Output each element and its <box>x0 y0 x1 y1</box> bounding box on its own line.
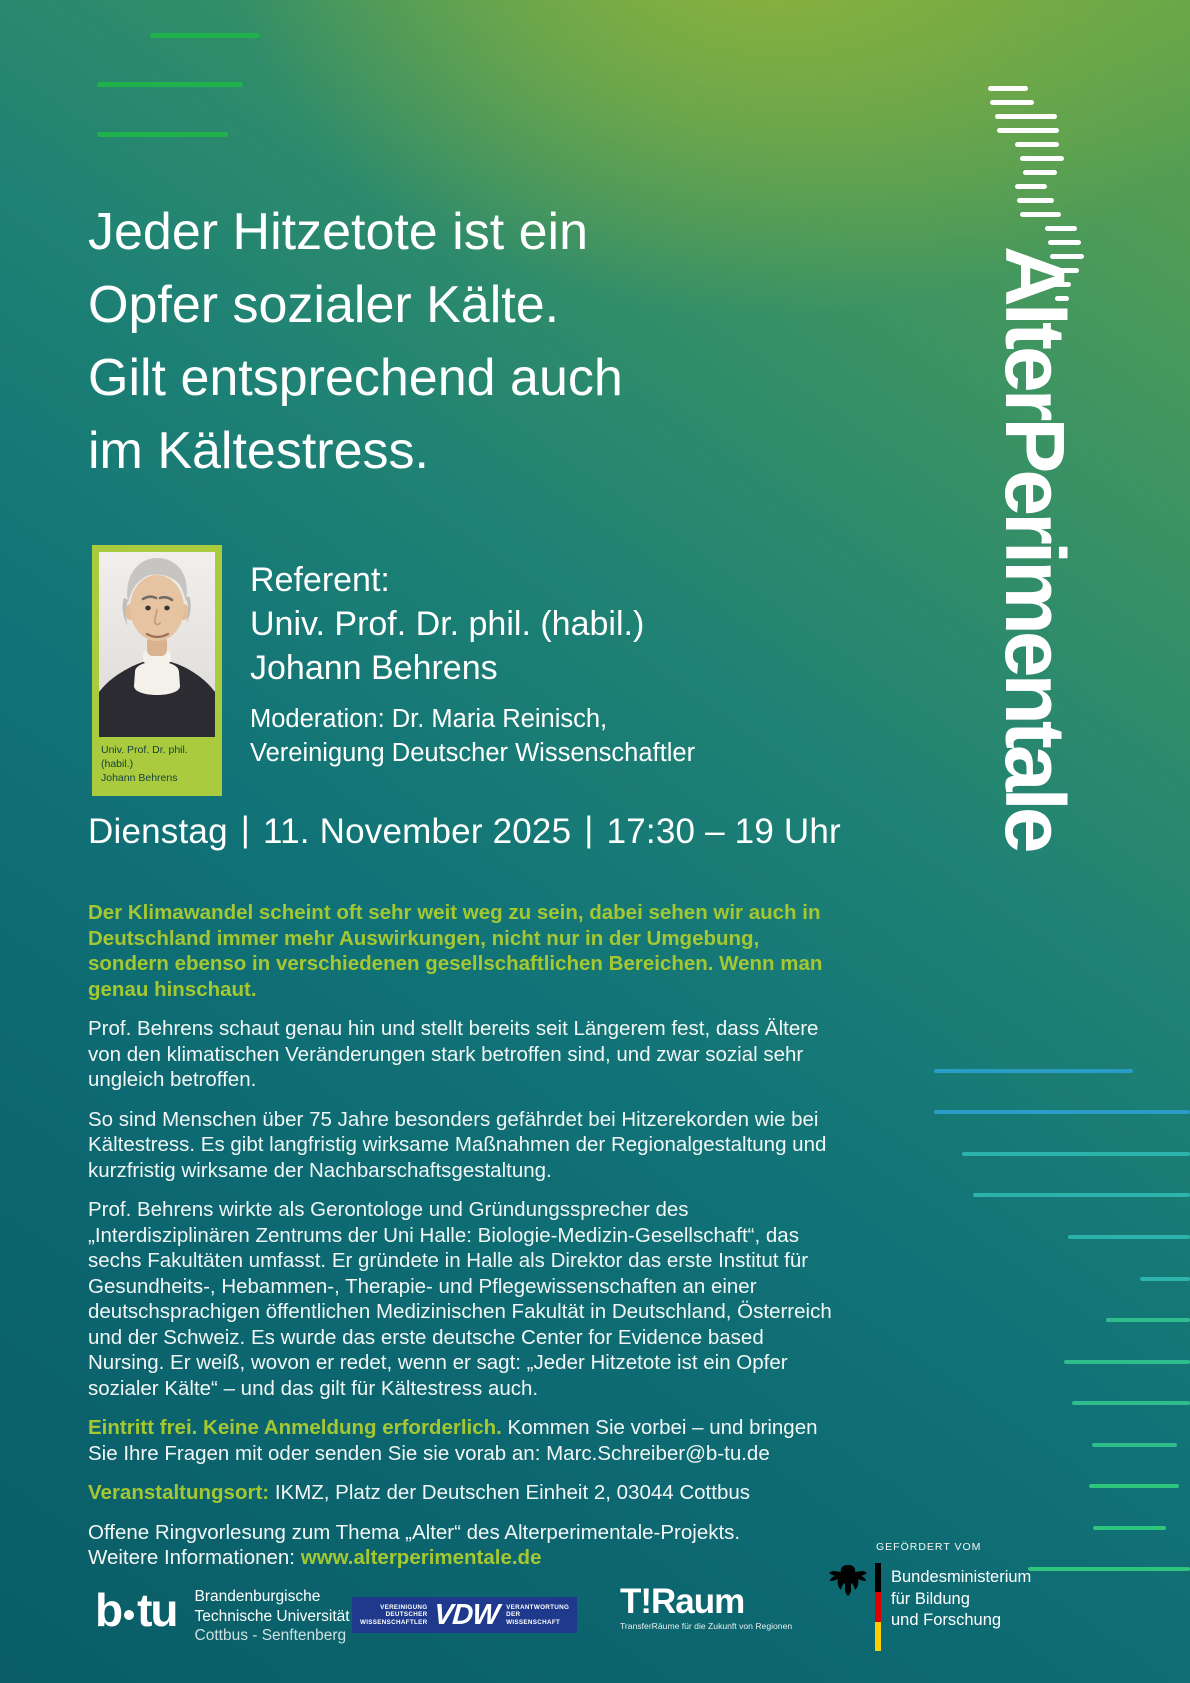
federal-eagle-icon <box>828 1563 868 1597</box>
referent-name-line: Johann Behrens <box>250 649 498 687</box>
decor-line <box>1140 1277 1190 1281</box>
bmbf-name-line: für Bildung <box>891 1589 970 1608</box>
btu-logo-b: b <box>95 1584 122 1636</box>
venue-label: Veranstaltungsort: <box>88 1481 270 1504</box>
brand-vertical-title: AlterPerimentale <box>988 246 1082 850</box>
vdw-left-line: VEREINIGUNG <box>380 1603 428 1611</box>
traum-tagline: TransferRäume für die Zukunft von Regionen <box>620 1621 793 1631</box>
more-info-line <box>88 1545 840 1571</box>
btu-logo-tu: tu <box>137 1584 177 1636</box>
lecture-series-line: Offene Ringvorlesung zum Thema „Alter“ des Alterperimentale-Projekts. <box>88 1520 741 1544</box>
event-date: 11. November 2025 <box>263 812 572 851</box>
venue-value: IKMZ, Platz der Deutschen Einheit 2, 03044 Cottbus <box>274 1481 751 1504</box>
headline-line: Gilt entsprechend auch <box>88 349 623 407</box>
admission-email-link[interactable]: Marc.Schreiber@b-tu.de <box>546 1441 770 1465</box>
bmbf-ministry-name <box>891 1563 1031 1632</box>
more-info-label: Weitere Informationen: <box>88 1546 296 1569</box>
btu-logo <box>95 1584 177 1636</box>
website-link[interactable]: www.alterperimentale.de <box>300 1546 542 1569</box>
bmbf-logo <box>828 1563 1031 1651</box>
decor-dash <box>97 82 243 87</box>
separator: | <box>584 810 594 849</box>
btu-name-line: Technische Universität <box>194 1607 350 1625</box>
vdw-right-text <box>506 1604 569 1626</box>
vdw-right-line: DER <box>506 1611 521 1619</box>
admission-highlight: Eintritt frei. Keine Anmeldung erforderlich. <box>88 1416 502 1439</box>
funded-by-label: GEFÖRDERT VOM <box>876 1541 982 1553</box>
paragraph: Prof. Behrens wirkte als Gerontologe und Gründungssprecher des „Interdisziplinären Zentrums der Uni Halle: Biologie-Medizin-Gesellschaft“, das sechs Fakultäten umfasst. Er gründete in Halle als Direktor das erste Institut für Gesundheits-, Hebammen-, Therapie- und Pflegewissenschaften an einer deutschsprachigen öffentlichen Medizinischen Fakultät in Deutschland, Österreich und der Schweiz. Es wurde das erste deutsche Center for Evidence based Nursing. Er weiß, wovon er redet, wenn er sagt: „Jeder Hitzetote ist ein Opfer sozialer Kälte“ – und das gilt für Kältestress auch. <box>88 1198 832 1400</box>
photo-caption-line: Univ. Prof. Dr. phil. (habil.) <box>101 744 188 770</box>
traum-logotype: T!Raum <box>620 1582 745 1621</box>
decor-dash <box>97 132 228 137</box>
headline <box>88 196 623 488</box>
headline-line: Jeder Hitzetote ist ein <box>88 203 589 261</box>
decor-line <box>934 1110 1190 1114</box>
decor-line <box>1072 1401 1190 1405</box>
photo-caption-line: Johann Behrens <box>101 772 178 784</box>
decor-dash <box>150 33 260 38</box>
decor-line <box>1092 1443 1177 1447</box>
paragraph: Prof. Behrens schaut genau hin und stellt bereits seit Längerem fest, dass Ältere von den klimatischen Veränderungen stark betroffen sind, und zwar sozial sehr ungleich betroffen. <box>88 1017 819 1091</box>
decor-line <box>1106 1318 1190 1322</box>
event-day: Dienstag <box>88 812 228 851</box>
btu-name-line: Cottbus - Senftenberg <box>194 1627 347 1644</box>
separator: | <box>240 810 251 849</box>
bmbf-name-line: und Forschung <box>891 1611 1002 1629</box>
referent-block <box>250 558 644 690</box>
bmbf-name-line: Bundesministerium <box>891 1568 1032 1586</box>
decor-line <box>962 1152 1190 1156</box>
decor-line <box>1093 1526 1166 1530</box>
decor-line <box>934 1069 1133 1073</box>
decor-line <box>1064 1360 1190 1364</box>
btu-university-name <box>195 1584 350 1646</box>
moderation-block <box>250 702 695 770</box>
referent-name-line: Univ. Prof. Dr. phil. (habil.) <box>250 605 645 643</box>
moderation-line: Vereinigung Deutscher Wissenschaftler <box>250 739 696 767</box>
body-text <box>88 900 840 1585</box>
speaker-portrait-image <box>99 552 215 737</box>
german-flag-stripe-icon <box>875 1563 881 1651</box>
speaker-photo <box>92 545 222 796</box>
btu-logo-dot-icon <box>124 1610 134 1620</box>
decor-line <box>1068 1235 1190 1239</box>
venue-line <box>88 1480 840 1506</box>
vdw-left-line: DEUTSCHER <box>385 1611 428 1619</box>
photo-caption <box>99 737 215 789</box>
moderation-line: Moderation: Dr. Maria Reinisch, <box>250 705 608 733</box>
decor-line <box>1028 1567 1190 1571</box>
vdw-left-text <box>360 1604 427 1626</box>
event-datetime <box>88 812 841 852</box>
btu-logo-block <box>95 1584 350 1646</box>
decor-line <box>973 1193 1190 1197</box>
intro-paragraph: Der Klimawandel scheint oft sehr weit weg zu sein, dabei sehen wir auch in Deutschland immer mehr Auswirkungen, nicht nur in der Umgebung, sondern ebenso in verschiedenen gesellschaftlichen Bereichen. Wenn man genau hinschaut. <box>88 901 823 1001</box>
admission-paragraph <box>88 1415 840 1466</box>
headline-line: im Kältestress. <box>88 422 429 480</box>
vdw-right-line: WISSENSCHAFT <box>506 1618 561 1626</box>
decor-line <box>1089 1484 1179 1488</box>
traum-logo <box>620 1584 792 1631</box>
btu-name-line: Brandenburgische <box>194 1588 321 1605</box>
vdw-logo <box>352 1597 577 1633</box>
headline-line: Opfer sozialer Kälte. <box>88 276 560 334</box>
admission-text: Kommen Sie vorbei – und bringen Sie Ihre Fragen mit oder senden Sie sie vorab an: <box>88 1416 818 1465</box>
referent-label: Referent: <box>250 561 390 599</box>
paragraph: So sind Menschen über 75 Jahre besonders gefährdet bei Hitzerekorden wie bei Kältestress. Es gibt langfristig wirksame Maßnahmen der Regionalgestaltung und kurzfristig wirksame der Nachbarschaftsgestaltung. <box>88 1107 827 1182</box>
vdw-right-line: VERANTWORTUNG <box>506 1603 570 1611</box>
vdw-left-line: WISSENSCHAFTLER <box>360 1618 428 1626</box>
vdw-acronym: VDW <box>433 1598 501 1631</box>
event-time: 17:30 – 19 Uhr <box>606 812 841 851</box>
